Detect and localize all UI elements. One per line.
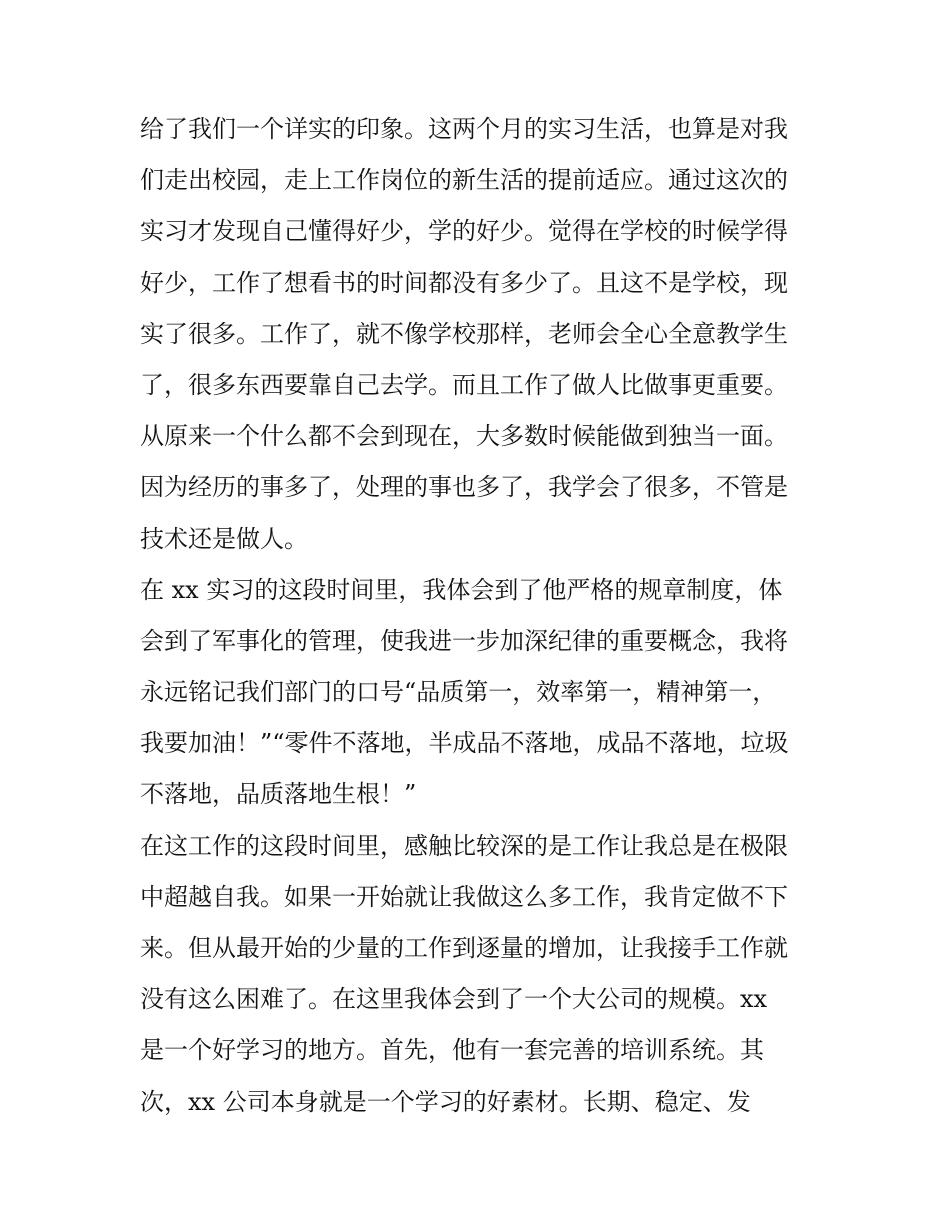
text-line: 因为经历的事多了，处理的事也多了，我学会了很多，不管是 (140, 473, 788, 502)
text-line: 从原来一个什么都不会到现在，大多数时候能做到独当一面。 (140, 422, 788, 451)
text-line: 是一个好学习的地方。首先，他有一套完善的培训系统。其 (140, 1036, 764, 1065)
text-line: 技术还是做人。 (140, 524, 308, 553)
text-line: 们走出校园，走上工作岗位的新生活的提前适应。通过这次的 (140, 166, 788, 195)
text-line: 好少，工作了想看书的时间都没有多少了。且这不是学校，现 (140, 268, 788, 297)
text-line: 我要加油！”“零件不落地，半成品不落地，成品不落地，垃圾 (140, 729, 789, 758)
text-line: 在这工作的这段时间里，感触比较深的是工作让我总是在极限 (140, 831, 788, 860)
text-line: 不落地，品质落地生根！” (140, 780, 417, 809)
text-line: 永远铭记我们部门的口号“品质第一，效率第一，精神第一， (140, 678, 777, 707)
body-text (140, 104, 820, 1128)
text-line: 次，xx 公司本身就是一个学习的好素材。长期、稳定、发 (140, 1087, 751, 1116)
text-line: 来。但从最开始的少量的工作到逐量的增加，让我接手工作就 (140, 934, 788, 962)
text-line: 给了我们一个详实的印象。这两个月的实习生活，也算是对我 (140, 115, 788, 143)
text-line: 实了很多。工作了，就不像学校那样，老师会全心全意教学生 (140, 319, 788, 348)
text-line: 中超越自我。如果一开始就让我做这么多工作，我肯定做不下 (140, 882, 788, 911)
text-line: 会到了军事化的管理，使我进一步加深纪律的重要概念，我将 (140, 626, 788, 655)
text-line: 实习才发现自己懂得好少，学的好少。觉得在学校的时候学得 (140, 217, 788, 246)
text-line: 在 xx 实习的这段时间里，我体会到了他严格的规章制度，体 (140, 575, 783, 604)
text-line: 了，很多东西要靠自己去学。而且工作了做人比做事更重要。 (140, 370, 788, 399)
text-line: 没有这么困难了。在这里我体会到了一个大公司的规模。xx (140, 985, 768, 1014)
